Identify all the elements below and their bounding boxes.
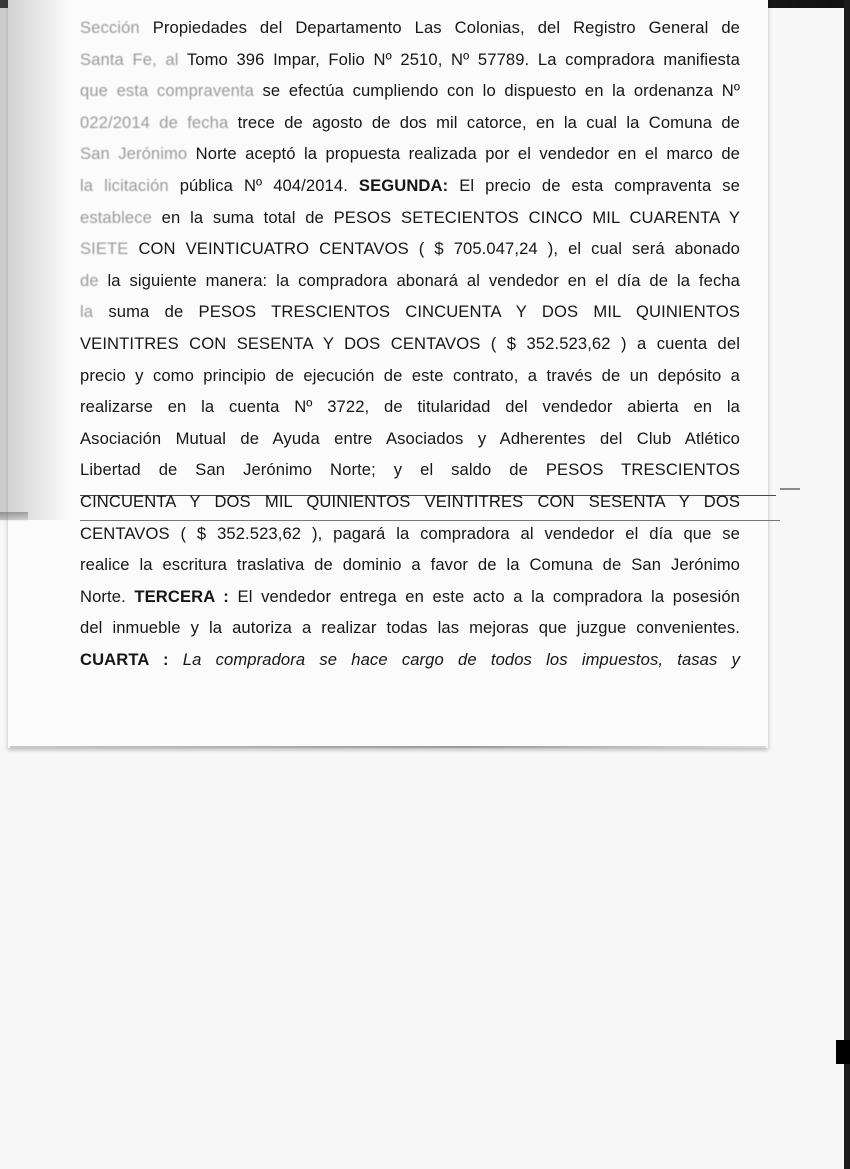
paper-fold-line: [10, 746, 766, 748]
faded-text: SIETE: [80, 239, 129, 259]
clause-heading-segunda: SEGUNDA:: [358, 175, 449, 195]
line-text: en la suma total de PESOS SETECIENTOS CINCO MIL CUARENTA Y: [151, 207, 740, 227]
line-text: CENTAVOS ( $ 352.523,62 ), pagará la compradora al vendedor el día que se: [80, 523, 740, 543]
line-text: realizarse en la cuenta Nº 3722, de titularidad del vendedor abierta en la: [80, 397, 740, 417]
faded-text: la: [80, 302, 94, 322]
text-line: [80, 612, 740, 644]
text-line: [80, 644, 740, 676]
document-body: [80, 12, 740, 675]
line-text: CINCUENTA Y DOS MIL QUINIENTOS VEINTITRES CON SESENTA Y DOS: [80, 491, 740, 511]
line-text: Tomo 396 Impar, Folio Nº 2510, Nº 57789. La compradora manifiesta: [178, 49, 740, 69]
line-text: Norte.: [80, 586, 135, 606]
text-line: [80, 360, 740, 392]
text-line: [80, 423, 740, 455]
scan-left-shadow: [0, 0, 70, 520]
faded-text: Sección: [80, 18, 140, 37]
text-line: [80, 233, 740, 265]
faded-text: San Jerónimo: [80, 144, 188, 164]
text-line: [80, 486, 740, 518]
text-line: [80, 107, 740, 139]
scan-right-edge: [844, 0, 850, 1169]
line-text: precio y como principio de ejecución de este contrato, a través de un depósito a: [80, 365, 740, 385]
line-text: suma de PESOS TRESCIENTOS CINCUENTA Y DOS MIL QUINIENTOS: [93, 302, 740, 322]
text-line: [80, 265, 740, 297]
line-text: realice la escritura traslativa de dominio a favor de la Comuna de San Jerónimo: [80, 555, 740, 575]
faded-text: 022/2014 de fecha: [80, 112, 229, 132]
text-line: [80, 202, 740, 234]
text-line: [80, 44, 740, 76]
line-text: Norte aceptó la propuesta realizada por el vendedor en el marco de: [187, 144, 740, 164]
scan-right-notch: [836, 1040, 850, 1064]
line-text: El precio de esta compraventa se: [448, 175, 741, 195]
text-line: [80, 138, 740, 170]
line-text: trece de agosto de dos mil catorce, en la cual la Comuna de: [228, 112, 740, 132]
text-line: [80, 454, 740, 486]
text-line: [80, 549, 740, 581]
fold-tick-left: [0, 512, 28, 522]
line-text: se efectúa cumpliendo con lo dispuesto en la ordenanza Nº: [253, 81, 740, 101]
line-text: del inmueble y la autoriza a realizar todas las mejoras que juzgue convenientes.: [80, 618, 740, 638]
faded-text: la licitación: [80, 175, 169, 195]
line-text-italic: La compradora se hace cargo de todos los impuestos, tasas y: [168, 649, 740, 669]
text-line: [80, 391, 740, 423]
line-text: Propiedades del Departamento Las Colonias, del Registro General de: [139, 18, 740, 37]
line-text: pública Nº 404/2014.: [168, 175, 359, 195]
line-text: Libertad de San Jerónimo Norte; y el saldo de PESOS TRESCIENTOS: [80, 460, 740, 480]
faded-text: de: [80, 270, 99, 290]
text-line: [80, 12, 740, 44]
line-text: Asociación Mutual de Ayuda entre Asociados y Adherentes del Club Atlético: [80, 428, 740, 448]
text-line: [80, 75, 740, 107]
text-line: [80, 581, 740, 613]
faded-text: Santa Fe, al: [80, 49, 179, 69]
clause-heading-tercera: TERCERA :: [134, 586, 229, 606]
line-text: CON VEINTICUATRO CENTAVOS ( $ 705.047,24 ), el cual será abonado: [128, 239, 740, 259]
clause-heading-cuarta: CUARTA :: [80, 649, 169, 669]
text-line: [80, 328, 740, 360]
text-line: [80, 518, 740, 550]
line-text: VEINTITRES CON SESENTA Y DOS CENTAVOS ( $ 352.523,62 ) a cuenta del: [80, 333, 740, 353]
faded-text: que esta compraventa: [80, 81, 254, 101]
line-text: la siguiente manera: la compradora abonará al vendedor en el día de la fecha: [98, 270, 740, 290]
text-line: [80, 170, 740, 202]
line-text: El vendedor entrega en este acto a la compradora la posesión: [228, 586, 740, 606]
faded-text: establece: [80, 207, 152, 227]
text-line: [80, 296, 740, 328]
fold-tick-right: [780, 488, 800, 490]
